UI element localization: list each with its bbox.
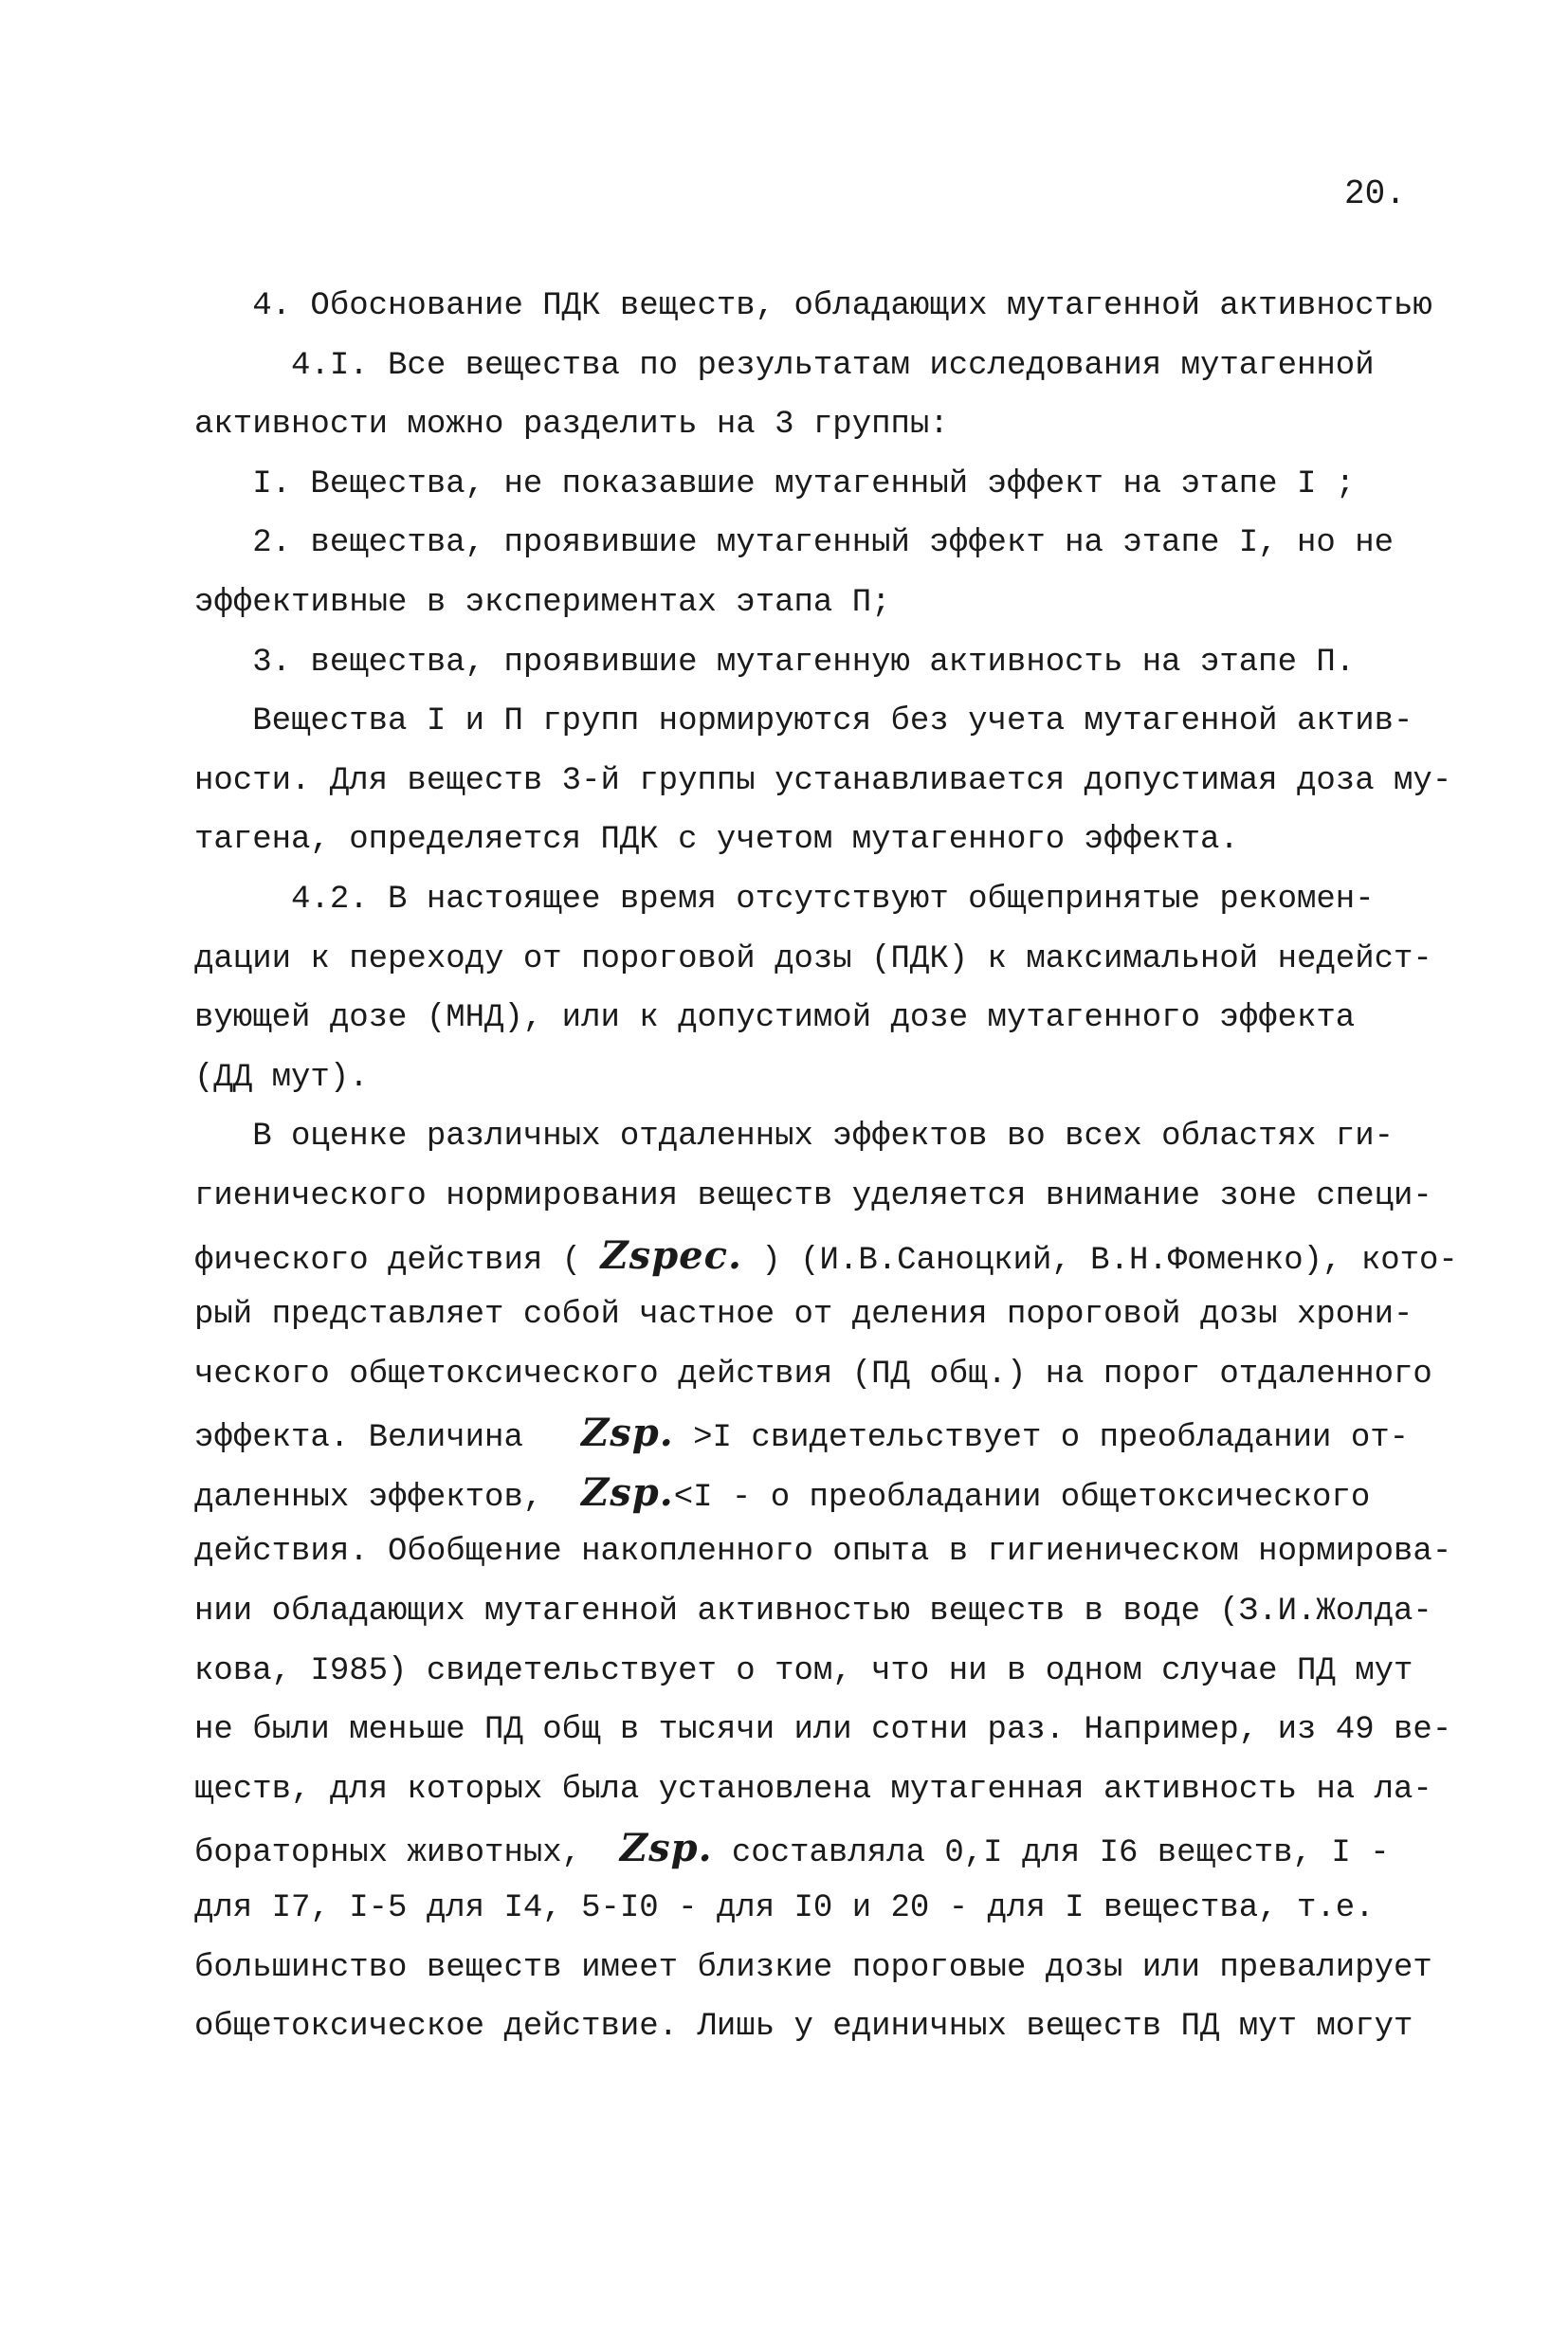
text-line — [194, 1345, 1432, 1405]
text-segment: 4. Обоснование ПДК веществ, обладающих мутагенной активностью — [194, 288, 1432, 324]
text-segment: (ДД мут). — [194, 1059, 369, 1096]
text-segment: не были меньше ПД общ в тысячи или сотни раз. Например, из 49 ве- — [194, 1712, 1452, 1749]
text-line — [194, 1227, 1458, 1286]
text-segment: ности. Для веществ 3-й группы устанавливается допустимая доза му- — [194, 762, 1452, 799]
text-line — [194, 455, 1417, 515]
text-line — [194, 277, 1432, 337]
text-segment: <I - о преобладании общетоксического — [673, 1479, 1371, 1516]
page-number: 20. — [1344, 174, 1406, 213]
text-segment: вующей дозе (МНД), или к допустимой дозе мутагенного эффекта — [194, 1000, 1356, 1037]
text-segment: даленных эффектов, — [194, 1479, 582, 1516]
text-line — [194, 1701, 1452, 1760]
text-line — [194, 1285, 1417, 1345]
handwritten-symbol: Zsp. — [581, 1469, 674, 1515]
text-segment: В оценке различных отдаленных эффектов во всех областях ги- — [194, 1119, 1395, 1156]
text-segment: Вещества I и П групп нормируются без учета мутагенной актив- — [194, 703, 1413, 740]
text-line — [194, 1997, 1417, 2057]
text-segment: составляла 0,I для I6 веществ, I - — [712, 1835, 1390, 1872]
text-segment: ческого общетоксического действия (ПД общ.) на порог отдаленного — [194, 1356, 1432, 1393]
text-segment: рый представляет собой частное от деления пороговой дозы хрони- — [194, 1297, 1413, 1334]
text-line — [194, 1107, 1417, 1167]
text-line — [194, 395, 1417, 455]
text-line — [194, 574, 1417, 633]
text-segment: бораторных животных, — [194, 1835, 620, 1872]
text-segment: дации к переходу от пороговой дозы (ПДК) к максимальной недейст- — [194, 940, 1432, 977]
text-segment: эффекта. Величина — [194, 1420, 582, 1457]
text-line — [194, 989, 1417, 1048]
text-line — [194, 752, 1452, 811]
text-line — [194, 514, 1417, 574]
handwritten-symbol: Zsp. — [581, 1411, 674, 1456]
text-segment: ществ, для которых была установлена мутагенная активность на ла- — [194, 1771, 1432, 1808]
text-segment: эффективные в экспериментах этапа П; — [194, 584, 891, 621]
handwritten-symbol: Zspec. — [600, 1232, 742, 1278]
text-line — [194, 1819, 1417, 1879]
document-body — [194, 277, 1458, 2057]
text-segment: кова, I985) свидетельствует о том, что ни в одном случае ПД мут — [194, 1652, 1413, 1689]
text-segment: активности можно разделить на 3 группы: — [194, 407, 949, 444]
text-segment: 2. вещества, проявившие мутагенный эффект на этапе I, но не — [194, 525, 1395, 562]
text-segment: гиенического нормирования веществ уделяется внимание зоне специ- — [194, 1177, 1432, 1214]
handwritten-symbol: Zsp. — [619, 1826, 713, 1871]
text-line — [194, 930, 1432, 990]
text-line — [194, 1582, 1432, 1642]
text-segment: фического действия ( — [194, 1242, 601, 1279]
text-segment: нии обладающих мутагенной активностью веществ в воде (З.И.Жолда- — [194, 1594, 1432, 1631]
text-segment: 3. вещества, проявившие мутагенную активность на этапе П. — [194, 644, 1356, 681]
text-segment: >I свидетельствует о преобладании от- — [673, 1420, 1410, 1457]
text-line — [194, 633, 1417, 693]
text-segment: действия. Обобщение накопленного опыта в гигиеническом нормирова- — [194, 1534, 1452, 1571]
text-line — [194, 1642, 1417, 1702]
text-line — [194, 337, 1417, 396]
text-line — [194, 1048, 1417, 1108]
text-segment: ) (И.В.Саноцкий, В.Н.Фоменко), кото- — [741, 1242, 1458, 1279]
text-line — [194, 1760, 1432, 1820]
text-line — [194, 1879, 1417, 1939]
text-line — [194, 870, 1417, 930]
text-line — [194, 1167, 1432, 1227]
text-segment: тагена, определяется ПДК с учетом мутагенного эффекта. — [194, 822, 1239, 859]
text-segment: общетоксическое действие. Лишь у единичных веществ ПД мут могут — [194, 2009, 1413, 2046]
text-segment: большинство веществ имеет близкие пороговые дозы или превалирует — [194, 1949, 1432, 1986]
text-line — [194, 1404, 1417, 1464]
text-line — [194, 1464, 1417, 1523]
text-line — [194, 1939, 1432, 1998]
text-segment: 4.I. Все вещества по результатам исследования мутагенной — [194, 347, 1375, 384]
text-line — [194, 692, 1417, 752]
text-segment: 4.2. В настоящее время отсутствуют общепринятые рекомен- — [194, 881, 1375, 918]
text-segment: для I7, I-5 для I4, 5-I0 - для I0 и 20 - для I вещества, т.е. — [194, 1890, 1375, 1927]
text-line — [194, 811, 1417, 870]
text-segment: I. Вещества, не показавшие мутагенный эффект на этапе I ; — [194, 465, 1356, 502]
text-line — [194, 1522, 1452, 1582]
